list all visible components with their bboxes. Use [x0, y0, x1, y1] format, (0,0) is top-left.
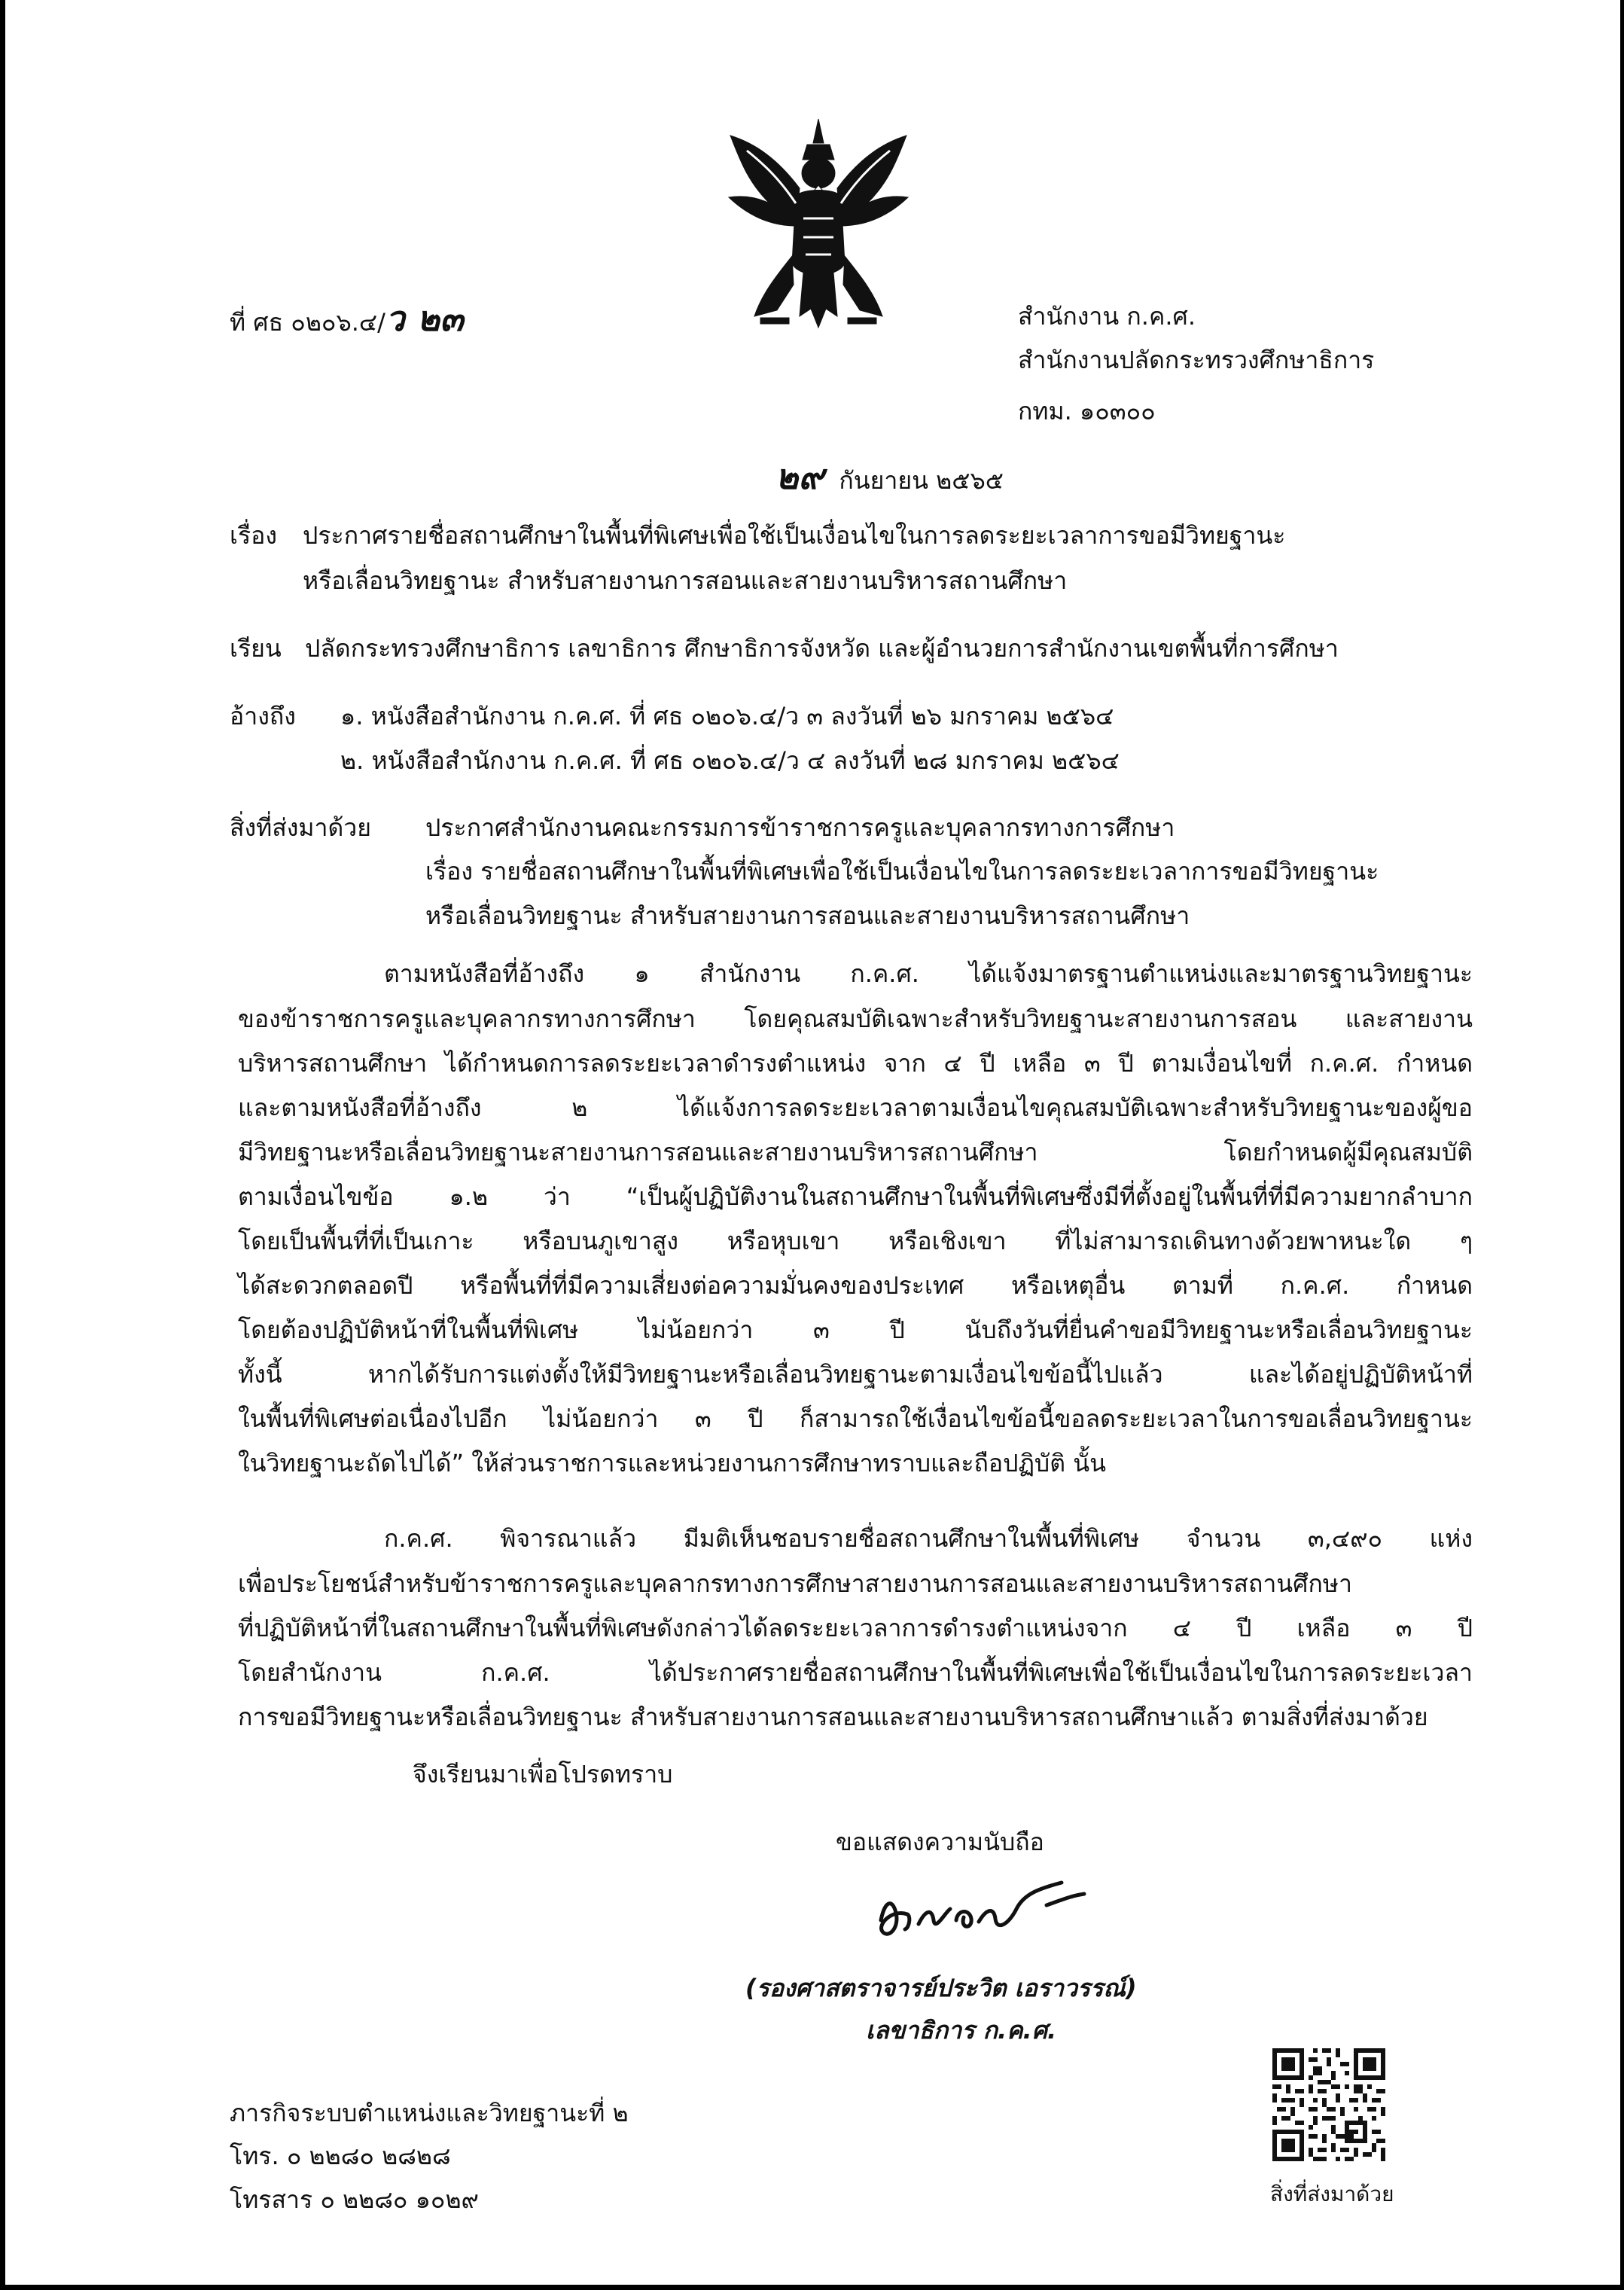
- subject-label: เรื่อง: [230, 521, 277, 550]
- paragraph-2-line: ก.ค.ศ. พิจารณาแล้ว มีมติเห็นชอบรายชื่อสถานศึกษาในพื้นที่พิเศษ จำนวน ๓,๔๙๐ แห่ง: [384, 1524, 1473, 1553]
- office-postal: กทม. ๑๐๓๐๐: [1018, 397, 1156, 425]
- reference-number-handwritten: ว ๒๓: [385, 298, 464, 339]
- paragraph-1-line: ของข้าราชการครูและบุคลากรทางการศึกษา โดยคุณสมบัติเฉพาะสำหรับวิทยฐานะสายงานการสอน และสายงาน: [238, 1005, 1473, 1033]
- paragraph-2-line: การขอมีวิทยฐานะหรือเลื่อนวิทยฐานะ สำหรับสายงานการสอนและสายงานบริหารสถานศึกษาแล้ว ตามสิ่งที่ส่งมาด้วย: [238, 1703, 1428, 1731]
- signatory-position: เลขาธิการ ก.ค.ศ.: [866, 2016, 1057, 2045]
- office-ministry: สำนักงานปลัดกระทรวงศึกษาธิการ: [1018, 346, 1375, 374]
- qr-code-icon[interactable]: [1272, 2048, 1385, 2161]
- enclosure-line-1: ประกาศสำนักงานคณะกรรมการข้าราชการครูและบุคลากรทางการศึกษา: [425, 813, 1175, 842]
- signatory-name: (รองศาสตราจารย์ประวิต เอราวรรณ์): [745, 1974, 1137, 2002]
- paragraph-1-line: ทั้งนี้ หากได้รับการแต่งตั้งให้มีวิทยฐานะหรือเลื่อนวิทยฐานะตามเงื่อนไขข้อนี้ไปแล้ว และได้อยู่ปฏิบัติหน้าที่: [238, 1360, 1473, 1389]
- complimentary-close: ขอแสดงความนับถือ: [836, 1828, 1044, 1856]
- reference-prefix: ที่ ศธ ๐๒๐๖.๔/: [230, 308, 385, 337]
- recipient-label: เรียน: [230, 634, 282, 663]
- qr-caption: สิ่งที่ส่งมาด้วย: [1270, 2182, 1394, 2206]
- subject-line-2: หรือเลื่อนวิทยฐานะ สำหรับสายงานการสอนและสายงานบริหารสถานศึกษา: [303, 566, 1068, 595]
- date-day-handwritten: ๒๙: [775, 456, 824, 497]
- date-month-year: กันยายน ๒๕๖๕: [839, 466, 1004, 495]
- footer-fax: โทรสาร ๐ ๒๒๘๐ ๑๐๒๙: [230, 2185, 479, 2214]
- enclosure-line-3: หรือเลื่อนวิทยฐานะ สำหรับสายงานการสอนและสายงานบริหารสถานศึกษา: [425, 901, 1190, 930]
- footer-department: ภารกิจระบบตำแหน่งและวิทยฐานะที่ ๒: [230, 2099, 629, 2127]
- garuda-emblem-icon: [724, 113, 913, 339]
- paragraph-1-line: โดยต้องปฏิบัติหน้าที่ในพื้นที่พิเศษ ไม่น้อยกว่า ๓ ปี นับถึงวันที่ยื่นคำขอมีวิทยฐานะหรือเลื่อนวิทยฐานะ: [238, 1316, 1473, 1344]
- scan-edge-left: [0, 0, 5, 2290]
- subject-line-1: ประกาศรายชื่อสถานศึกษาในพื้นที่พิเศษเพื่อใช้เป็นเงื่อนไขในการลดระยะเวลาการขอมีวิทยฐานะ: [303, 521, 1286, 550]
- paragraph-1-line: โดยเป็นพื้นที่ที่เป็นเกาะ หรือบนภูเขาสูง หรือหุบเขา หรือเชิงเขา ที่ไม่สามารถเดินทางด้วยพาหนะใด ๆ: [238, 1227, 1473, 1255]
- paragraph-1-line: ได้สะดวกตลอดปี หรือพื้นที่ที่มีความเสี่ยงต่อความมั่นคงของประเทศ หรือเหตุอื่น ตามที่ ก.ค.ศ. กำหนด: [238, 1271, 1473, 1300]
- paragraph-1-line: ตามหนังสือที่อ้างถึง ๑ สำนักงาน ก.ค.ศ. ได้แจ้งมาตรฐานตำแหน่งและมาตรฐานวิทยฐานะ: [384, 959, 1473, 988]
- reference-item-2: ๒. หนังสือสำนักงาน ก.ค.ศ. ที่ ศธ ๐๒๐๖.๔/ว ๔ ลงวันที่ ๒๘ มกราคม ๒๕๖๔: [340, 746, 1120, 775]
- references-label: อ้างถึง: [230, 702, 296, 730]
- scan-edge-right: [1620, 0, 1624, 2290]
- footer-phone: โทร. ๐ ๒๒๘๐ ๒๘๒๘: [230, 2142, 451, 2170]
- paragraph-1-line: บริหารสถานศึกษา ได้กำหนดการลดระยะเวลาดำรงตำแหน่ง จาก ๔ ปี เหลือ ๓ ปี ตามเงื่อนไขที่ ก.ค.ศ. กำหนด: [238, 1049, 1473, 1078]
- enclosure-line-2: เรื่อง รายชื่อสถานศึกษาในพื้นที่พิเศษเพื่อใช้เป็นเงื่อนไขในการลดระยะเวลาการขอมีวิทยฐานะ: [425, 857, 1379, 886]
- paragraph-1-line: มีวิทยฐานะหรือเลื่อนวิทยฐานะสายงานการสอนและสายงานบริหารสถานศึกษา โดยกำหนดผู้มีคุณสมบัติ: [238, 1138, 1473, 1166]
- paragraph-2-line: ที่ปฏิบัติหน้าที่ในสถานศึกษาในพื้นที่พิเศษดังกล่าวได้ลดระยะเวลาการดำรงตำแหน่งจาก ๔ ปี เหลือ ๓ ปี: [238, 1614, 1473, 1642]
- enclosure-label: สิ่งที่ส่งมาด้วย: [230, 813, 371, 842]
- paragraph-1-line: ในพื้นที่พิเศษต่อเนื่องไปอีก ไม่น้อยกว่า ๓ ปี ก็สามารถใช้เงื่อนไขข้อนี้ขอลดระยะเวลาในการขอเลื่อนวิทยฐานะ: [238, 1404, 1473, 1433]
- closing-request: จึงเรียนมาเพื่อโปรดทราบ: [413, 1760, 673, 1788]
- reference-number: [230, 298, 464, 339]
- paragraph-1-line: และตามหนังสือที่อ้างถึง ๒ ได้แจ้งการลดระยะเวลาตามเงื่อนไขคุณสมบัติเฉพาะสำหรับวิทยฐานะของผู้ขอ: [238, 1093, 1473, 1122]
- recipient-text: ปลัดกระทรวงศึกษาธิการ เลขาธิการ ศึกษาธิการจังหวัด และผู้อำนวยการสำนักงานเขตพื้นที่การศึกษา: [305, 634, 1339, 663]
- signature-icon: [866, 1868, 1092, 1950]
- paragraph-1-line: ตามเงื่อนไขข้อ ๑.๒ ว่า “เป็นผู้ปฏิบัติงานในสถานศึกษาในพื้นที่พิเศษซึ่งมีที่ตั้งอยู่ในพื้นที่ที่มีความยากลำบาก: [238, 1182, 1473, 1211]
- paragraph-2-line: โดยสำนักงาน ก.ค.ศ. ได้ประกาศรายชื่อสถานศึกษาในพื้นที่พิเศษเพื่อใช้เป็นเงื่อนไขในการลดระยะเวลา: [238, 1658, 1473, 1687]
- paragraph-2-line: เพื่อประโยชน์สำหรับข้าราชการครูและบุคลากรทางการศึกษาสายงานการสอนและสายงานบริหารสถานศึกษา: [238, 1569, 1352, 1598]
- paragraph-1-line: ในวิทยฐานะถัดไปได้” ให้ส่วนราชการและหน่วยงานการศึกษาทราบและถือปฏิบัติ นั้น: [238, 1449, 1106, 1477]
- scan-edge-bottom: [0, 2285, 1624, 2290]
- letter-date: [775, 456, 1004, 497]
- reference-item-1: ๑. หนังสือสำนักงาน ก.ค.ศ. ที่ ศธ ๐๒๐๖.๔/ว ๓ ลงวันที่ ๒๖ มกราคม ๒๕๖๔: [340, 702, 1114, 730]
- office-name: สำนักงาน ก.ค.ศ.: [1018, 302, 1196, 331]
